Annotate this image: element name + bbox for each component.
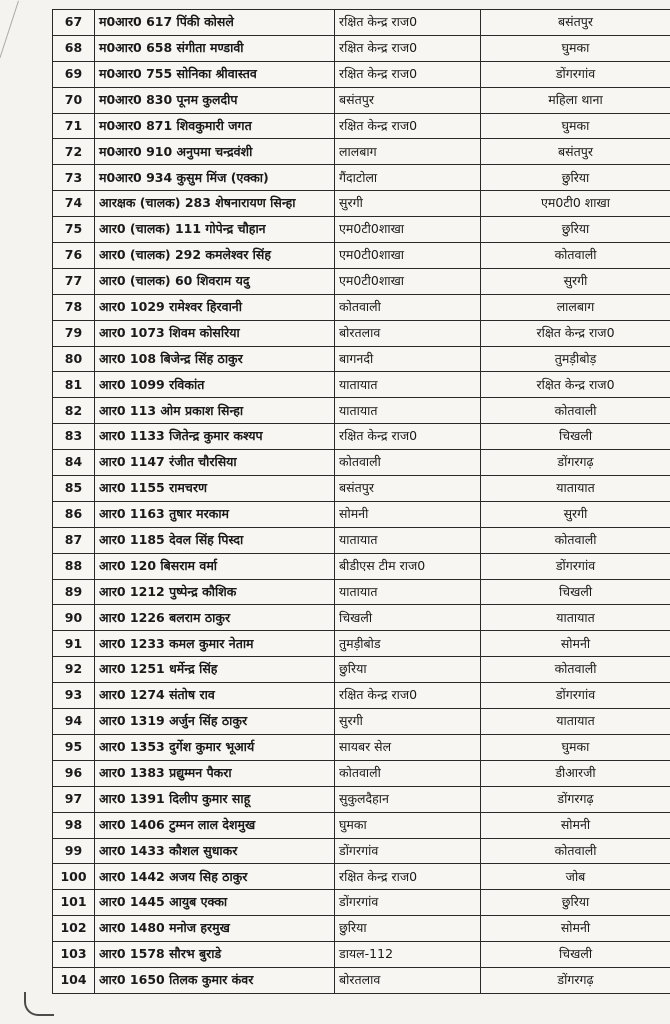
new-posting-cell: डोंगरगांव xyxy=(481,553,670,579)
table-row xyxy=(53,838,670,864)
current-posting-cell: डोंगरगांव xyxy=(335,838,481,864)
employee-name-cell: आर0 (चालक) 60 शिवराम यदु xyxy=(95,268,335,294)
serial-number-cell: 84 xyxy=(53,450,95,476)
employee-name-cell: आर0 1099 रविकांत xyxy=(95,372,335,398)
current-posting-cell: तुमड़ीबोड xyxy=(335,631,481,657)
table-row xyxy=(53,320,670,346)
table-row xyxy=(53,424,670,450)
serial-number-cell: 75 xyxy=(53,217,95,243)
new-posting-cell: चिखली xyxy=(481,942,670,968)
current-posting-cell: एम0टी0शाखा xyxy=(335,268,481,294)
table-row xyxy=(53,501,670,527)
serial-number-cell: 98 xyxy=(53,812,95,838)
new-posting-cell: जोब xyxy=(481,864,670,890)
table-row xyxy=(53,760,670,786)
serial-number-cell: 100 xyxy=(53,864,95,890)
table-row xyxy=(53,398,670,424)
table-row xyxy=(53,527,670,553)
serial-number-cell: 82 xyxy=(53,398,95,424)
table-row xyxy=(53,113,670,139)
new-posting-cell: घुमका xyxy=(481,734,670,760)
current-posting-cell: यातायात xyxy=(335,579,481,605)
serial-number-cell: 76 xyxy=(53,243,95,269)
employee-name-cell: आर0 1480 मनोज हरमुख xyxy=(95,916,335,942)
employee-name-cell: आर0 1185 देवल सिंह पिस्दा xyxy=(95,527,335,553)
serial-number-cell: 68 xyxy=(53,35,95,61)
serial-number-cell: 95 xyxy=(53,734,95,760)
current-posting-cell: छुरिया xyxy=(335,657,481,683)
new-posting-cell: रक्षित केन्द्र राज0 xyxy=(481,320,670,346)
current-posting-cell: डायल-112 xyxy=(335,942,481,968)
employee-name-cell: आर0 1433 कौशल सुधाकर xyxy=(95,838,335,864)
serial-number-cell: 73 xyxy=(53,165,95,191)
employee-name-cell: आर0 1251 धर्मेन्द्र सिंह xyxy=(95,657,335,683)
margin-pen-curl xyxy=(24,992,54,1016)
current-posting-cell: बसंतपुर xyxy=(335,87,481,113)
current-posting-cell: छुरिया xyxy=(335,916,481,942)
table-row xyxy=(53,657,670,683)
new-posting-cell: कोतवाली xyxy=(481,243,670,269)
current-posting-cell: रक्षित केन्द्र राज0 xyxy=(335,424,481,450)
new-posting-cell: बसंतपुर xyxy=(481,10,670,36)
serial-number-cell: 71 xyxy=(53,113,95,139)
current-posting-cell: घुमका xyxy=(335,812,481,838)
new-posting-cell: डीआरजी xyxy=(481,760,670,786)
current-posting-cell: लालबाग xyxy=(335,139,481,165)
serial-number-cell: 87 xyxy=(53,527,95,553)
employee-name-cell: आर0 1147 रंजीत चौरसिया xyxy=(95,450,335,476)
employee-name-cell: म0आर0 658 संगीता मण्डावी xyxy=(95,35,335,61)
current-posting-cell: रक्षित केन्द्र राज0 xyxy=(335,61,481,87)
employee-name-cell: आर0 1442 अजय सिह ठाकुर xyxy=(95,864,335,890)
table-row xyxy=(53,553,670,579)
table-row xyxy=(53,631,670,657)
new-posting-cell: तुमड़ीबोड़ xyxy=(481,346,670,372)
employee-name-cell: म0आर0 830 पूनम कुलदीप xyxy=(95,87,335,113)
serial-number-cell: 69 xyxy=(53,61,95,87)
serial-number-cell: 96 xyxy=(53,760,95,786)
table-row xyxy=(53,709,670,735)
new-posting-cell: कोतवाली xyxy=(481,527,670,553)
employee-name-cell: आर0 1578 सौरभ बुराडे xyxy=(95,942,335,968)
table-row xyxy=(53,450,670,476)
transfer-table xyxy=(52,9,670,994)
serial-number-cell: 86 xyxy=(53,501,95,527)
employee-name-cell: म0आर0 755 सोनिका श्रीवास्तव xyxy=(95,61,335,87)
new-posting-cell: चिखली xyxy=(481,424,670,450)
current-posting-cell: यातायात xyxy=(335,398,481,424)
employee-name-cell: आर0 1029 रामेश्वर हिरवानी xyxy=(95,294,335,320)
employee-name-cell: आर0 1650 तिलक कुमार कंवर xyxy=(95,967,335,993)
serial-number-cell: 70 xyxy=(53,87,95,113)
employee-name-cell: म0आर0 910 अनुपमा चन्द्रवंशी xyxy=(95,139,335,165)
serial-number-cell: 74 xyxy=(53,191,95,217)
serial-number-cell: 103 xyxy=(53,942,95,968)
new-posting-cell: डोंगरगढ़ xyxy=(481,967,670,993)
serial-number-cell: 77 xyxy=(53,268,95,294)
serial-number-cell: 102 xyxy=(53,916,95,942)
employee-name-cell: आर0 1274 संतोष राव xyxy=(95,683,335,709)
serial-number-cell: 80 xyxy=(53,346,95,372)
new-posting-cell: चिखली xyxy=(481,579,670,605)
employee-name-cell: आर0 1133 जितेन्द्र कुमार कश्यप xyxy=(95,424,335,450)
new-posting-cell: घुमका xyxy=(481,35,670,61)
current-posting-cell: एम0टी0शाखा xyxy=(335,217,481,243)
new-posting-cell: डोंगरगढ़ xyxy=(481,786,670,812)
current-posting-cell: यातायात xyxy=(335,527,481,553)
current-posting-cell: सुरगी xyxy=(335,709,481,735)
employee-name-cell: आर0 1233 कमल कुमार नेताम xyxy=(95,631,335,657)
current-posting-cell: कोतवाली xyxy=(335,450,481,476)
new-posting-cell: लालबाग xyxy=(481,294,670,320)
serial-number-cell: 83 xyxy=(53,424,95,450)
new-posting-cell: एम0टी0 शाखा xyxy=(481,191,670,217)
current-posting-cell: एम0टी0शाखा xyxy=(335,243,481,269)
transfer-list-sheet xyxy=(52,9,670,994)
current-posting-cell: कोतवाली xyxy=(335,760,481,786)
new-posting-cell: सोमनी xyxy=(481,916,670,942)
current-posting-cell: सोमनी xyxy=(335,501,481,527)
current-posting-cell: बागनदी xyxy=(335,346,481,372)
table-row xyxy=(53,294,670,320)
serial-number-cell: 72 xyxy=(53,139,95,165)
current-posting-cell: गैंदाटोला xyxy=(335,165,481,191)
table-row xyxy=(53,372,670,398)
serial-number-cell: 89 xyxy=(53,579,95,605)
new-posting-cell: छुरिया xyxy=(481,217,670,243)
current-posting-cell: बीडीएस टीम राज0 xyxy=(335,553,481,579)
current-posting-cell: बोरतलाव xyxy=(335,320,481,346)
serial-number-cell: 79 xyxy=(53,320,95,346)
serial-number-cell: 90 xyxy=(53,605,95,631)
current-posting-cell: रक्षित केन्द्र राज0 xyxy=(335,35,481,61)
table-row xyxy=(53,139,670,165)
employee-name-cell: म0आर0 871 शिवकुमारी जगत xyxy=(95,113,335,139)
employee-name-cell: आर0 1406 टुम्मन लाल देशमुख xyxy=(95,812,335,838)
employee-name-cell: आर0 1445 आयुब एक्का xyxy=(95,890,335,916)
current-posting-cell: डोंगरगांव xyxy=(335,890,481,916)
employee-name-cell: आर0 (चालक) 292 कमलेश्वर सिंह xyxy=(95,243,335,269)
table-row xyxy=(53,734,670,760)
serial-number-cell: 78 xyxy=(53,294,95,320)
new-posting-cell: बसंतपुर xyxy=(481,139,670,165)
current-posting-cell: यातायात xyxy=(335,372,481,398)
serial-number-cell: 99 xyxy=(53,838,95,864)
employee-name-cell: म0आर0 617 पिंकी कोसले xyxy=(95,10,335,36)
table-row xyxy=(53,217,670,243)
employee-name-cell: आर0 1073 शिवम कोसरिया xyxy=(95,320,335,346)
current-posting-cell: बोरतलाव xyxy=(335,967,481,993)
serial-number-cell: 101 xyxy=(53,890,95,916)
new-posting-cell: कोतवाली xyxy=(481,657,670,683)
employee-name-cell: आर0 1353 दुर्गेश कुमार भूआर्य xyxy=(95,734,335,760)
current-posting-cell: बसंतपुर xyxy=(335,476,481,502)
current-posting-cell: कोतवाली xyxy=(335,294,481,320)
new-posting-cell: छुरिया xyxy=(481,165,670,191)
new-posting-cell: सुरगी xyxy=(481,268,670,294)
new-posting-cell: छुरिया xyxy=(481,890,670,916)
serial-number-cell: 91 xyxy=(53,631,95,657)
margin-pen-mark xyxy=(0,1,48,68)
serial-number-cell: 104 xyxy=(53,967,95,993)
table-row xyxy=(53,165,670,191)
current-posting-cell: रक्षित केन्द्र राज0 xyxy=(335,683,481,709)
serial-number-cell: 85 xyxy=(53,476,95,502)
table-row xyxy=(53,476,670,502)
employee-name-cell: आर0 1391 दिलीप कुमार साहू xyxy=(95,786,335,812)
new-posting-cell: रक्षित केन्द्र राज0 xyxy=(481,372,670,398)
new-posting-cell: घुमका xyxy=(481,113,670,139)
table-row xyxy=(53,786,670,812)
employee-name-cell: आर0 1155 रामचरण xyxy=(95,476,335,502)
table-row xyxy=(53,942,670,968)
table-row xyxy=(53,243,670,269)
table-row xyxy=(53,916,670,942)
current-posting-cell: रक्षित केन्द्र राज0 xyxy=(335,10,481,36)
serial-number-cell: 94 xyxy=(53,709,95,735)
new-posting-cell: यातायात xyxy=(481,605,670,631)
table-row xyxy=(53,346,670,372)
new-posting-cell: डोंगरगांव xyxy=(481,683,670,709)
employee-name-cell: म0आर0 934 कुसुम मिंज (एक्का) xyxy=(95,165,335,191)
table-row xyxy=(53,10,670,36)
employee-name-cell: आर0 113 ओम प्रकाश सिन्हा xyxy=(95,398,335,424)
new-posting-cell: सोमनी xyxy=(481,631,670,657)
current-posting-cell: रक्षित केन्द्र राज0 xyxy=(335,113,481,139)
employee-name-cell: आर0 (चालक) 111 गोपेन्द्र चौहान xyxy=(95,217,335,243)
current-posting-cell: सुरगी xyxy=(335,191,481,217)
employee-name-cell: आर0 120 बिसराम वर्मा xyxy=(95,553,335,579)
table-row xyxy=(53,967,670,993)
table-row xyxy=(53,61,670,87)
employee-name-cell: आर0 1163 तुषार मरकाम xyxy=(95,501,335,527)
serial-number-cell: 88 xyxy=(53,553,95,579)
serial-number-cell: 81 xyxy=(53,372,95,398)
new-posting-cell: सुरगी xyxy=(481,501,670,527)
employee-name-cell: आरक्षक (चालक) 283 शेषनारायण सिन्हा xyxy=(95,191,335,217)
table-row xyxy=(53,268,670,294)
table-row xyxy=(53,191,670,217)
current-posting-cell: चिखली xyxy=(335,605,481,631)
table-row xyxy=(53,812,670,838)
table-row xyxy=(53,890,670,916)
new-posting-cell: सोमनी xyxy=(481,812,670,838)
employee-name-cell: आर0 1226 बलराम ठाकुर xyxy=(95,605,335,631)
employee-name-cell: आर0 1383 प्रद्युम्मन पैकरा xyxy=(95,760,335,786)
serial-number-cell: 93 xyxy=(53,683,95,709)
current-posting-cell: रक्षित केन्द्र राज0 xyxy=(335,864,481,890)
table-row xyxy=(53,864,670,890)
new-posting-cell: डोंगरगढ़ xyxy=(481,450,670,476)
table-row xyxy=(53,87,670,113)
new-posting-cell: यातायात xyxy=(481,709,670,735)
serial-number-cell: 92 xyxy=(53,657,95,683)
table-row xyxy=(53,35,670,61)
serial-number-cell: 97 xyxy=(53,786,95,812)
current-posting-cell: सायबर सेल xyxy=(335,734,481,760)
new-posting-cell: कोतवाली xyxy=(481,398,670,424)
new-posting-cell: यातायात xyxy=(481,476,670,502)
transfer-table-body xyxy=(53,10,670,994)
new-posting-cell: कोतवाली xyxy=(481,838,670,864)
employee-name-cell: आर0 1319 अर्जुन सिंह ठाकुर xyxy=(95,709,335,735)
table-row xyxy=(53,683,670,709)
current-posting-cell: सुकुलदैहान xyxy=(335,786,481,812)
table-row xyxy=(53,579,670,605)
serial-number-cell: 67 xyxy=(53,10,95,36)
employee-name-cell: आर0 108 बिजेन्द्र सिंह ठाकुर xyxy=(95,346,335,372)
new-posting-cell: महिला थाना xyxy=(481,87,670,113)
new-posting-cell: डोंगरगांव xyxy=(481,61,670,87)
table-row xyxy=(53,605,670,631)
employee-name-cell: आर0 1212 पुष्पेन्द्र कौशिक xyxy=(95,579,335,605)
